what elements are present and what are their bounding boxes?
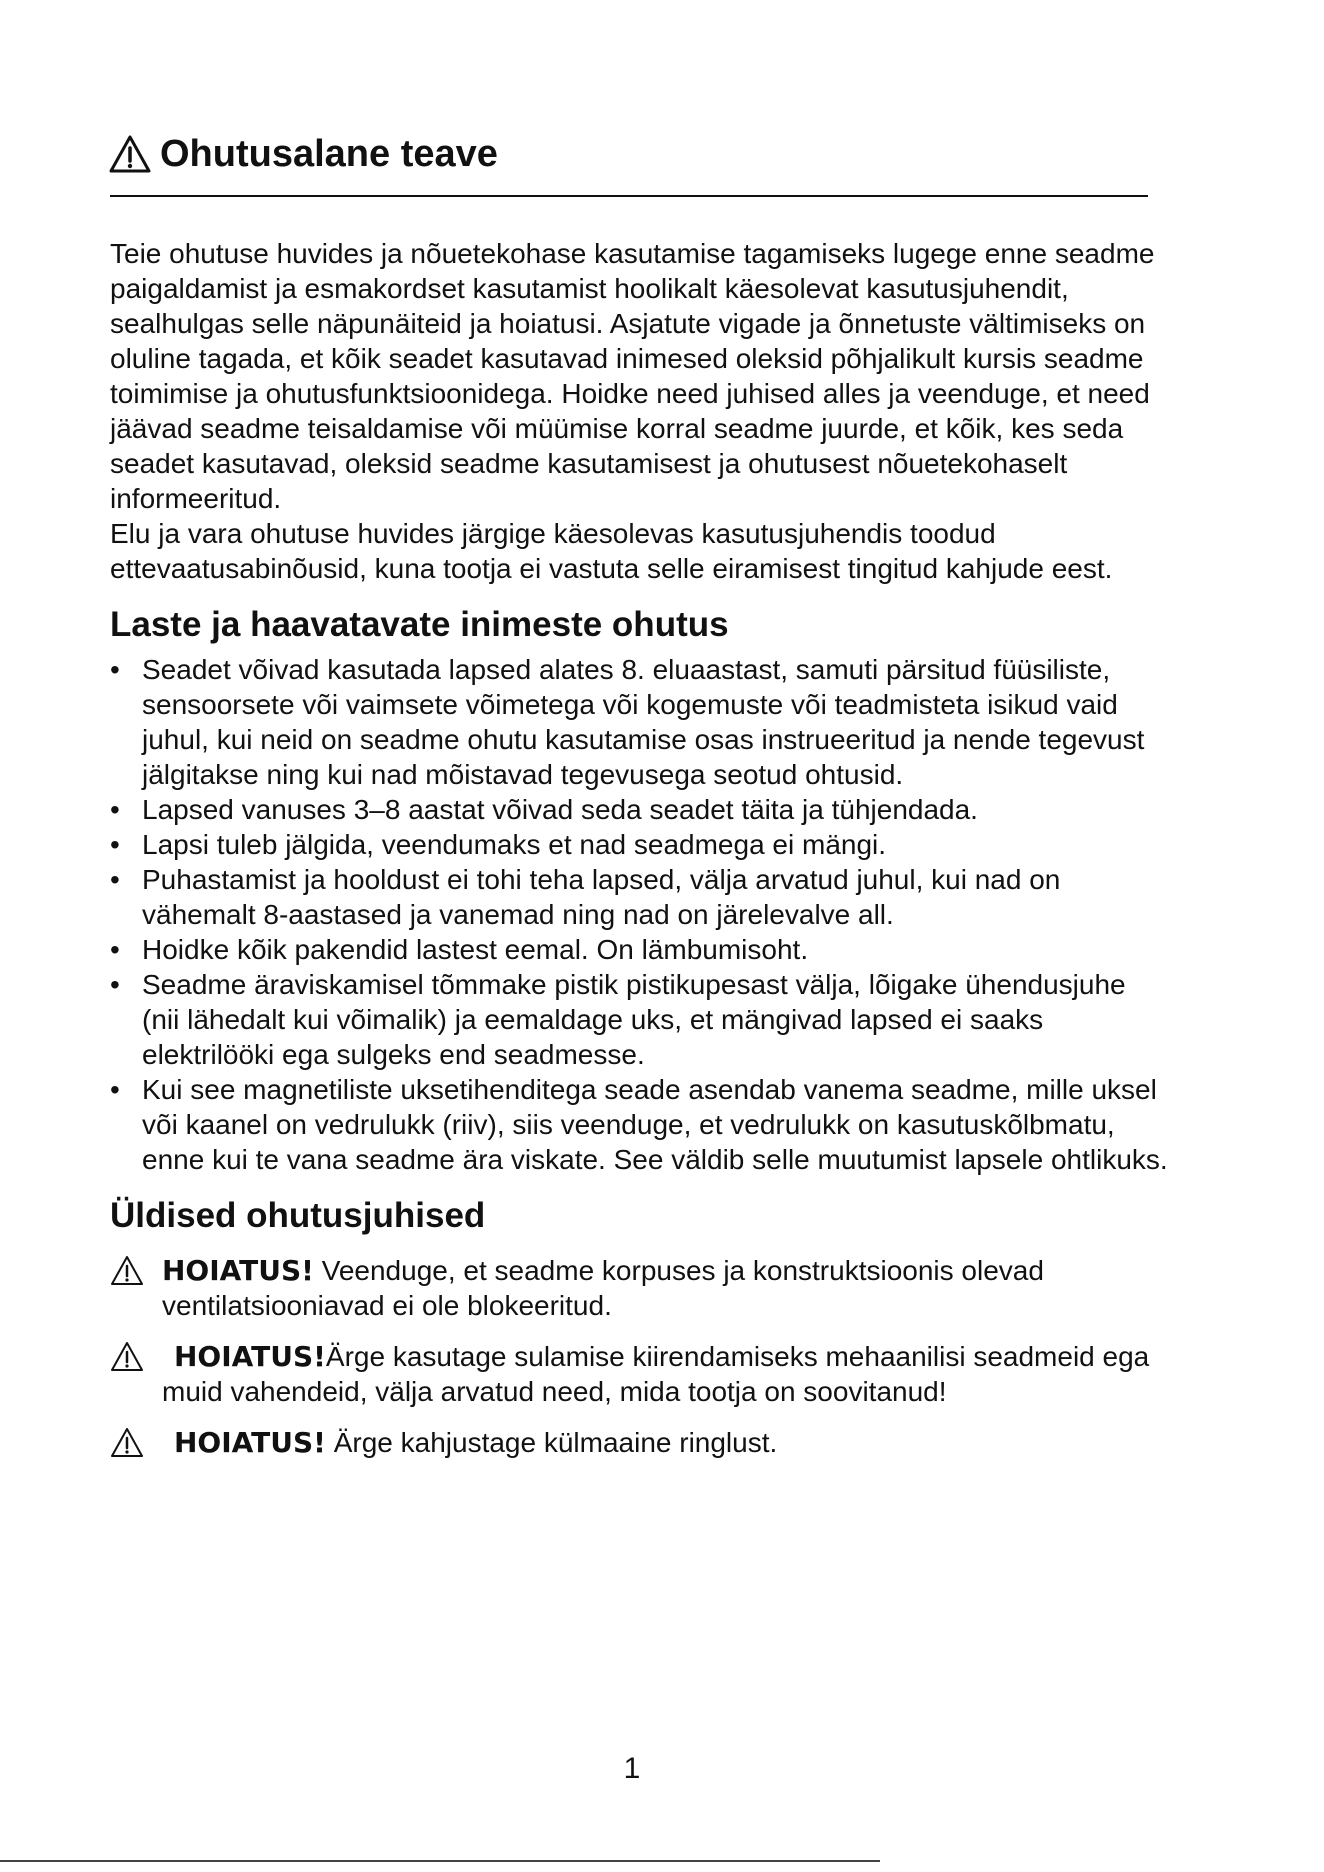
bullet: •	[110, 1074, 120, 1105]
list-item	[110, 652, 1170, 792]
intro-paragraph: Teie ohutuse huvides ja nõuetekohase kasutamise tagamiseks lugege enne seadme paigaldamist ja esmakordset kasutamist hoolikalt käesolevat kasutusjuhendit, sealhulgas selle näpunäiteid ja hoiatusi. Asjatute vigade ja õnnetuste vältimiseks on oluline tagada, et kõik seadet kasutavad inimesed oleksid põhjalikult kursis seadme toimimise ja ohutusfunktsioonidega. Hoidke need juhised alles ja veenduge, et need jäävad seadme teisaldamise või müümise korral seadme juurde, et kõik, kes seda seadet kasutavad, oleksid seadme kasutamisest ja ohutusest nõuetekohaselt informeeritud.	[110, 238, 1155, 514]
list-item-text: Hoidke kõik pakendid lastest eemal. On lämbumisoht.	[142, 934, 809, 965]
section-heading-children-safety: Laste ja haavatavate inimeste ohutus	[110, 605, 729, 644]
list-item	[110, 827, 1170, 862]
list-item	[110, 792, 1170, 827]
warning-block	[110, 1253, 1170, 1323]
warning-triangle-icon	[110, 1255, 144, 1286]
intro-paragraph: Elu ja vara ohutuse huvides järgige käesolevas kasutusjuhendis toodud ettevaatusabinõusid, kuna tootja ei vastuta selle eiramisest tingitud kahjude eest.	[110, 518, 1113, 584]
section-heading-general-safety: Üldised ohutusjuhised	[110, 1196, 486, 1235]
list-item	[110, 862, 1170, 932]
document-body	[110, 236, 1170, 1460]
warning-block	[110, 1425, 1170, 1460]
list-item	[110, 967, 1170, 1072]
bullet: •	[110, 654, 120, 685]
page-title	[108, 132, 498, 176]
warning-triangle-icon	[110, 1341, 144, 1372]
list-item-text: Seadme äraviskamisel tõmmake pistik pistikupesast välja, lõigake ühendusjuhe (nii lähedalt kui võimalik) ja eemaldage uks, et mängivad lapsed ei saaks elektrilööki ega sulgeks end seadmesse.	[142, 969, 1126, 1070]
bullet: •	[110, 864, 120, 895]
list-item	[110, 932, 1170, 967]
list-item	[110, 1072, 1170, 1177]
list-item-text: Kui see magnetiliste uksetihenditega seade asendab vanema seadme, mille uksel või kaanel on vedrulukk (riiv), siis veenduge, et vedrulukk on kasutuskõlbmatu, enne kui te vana seadme ära viskate. See väldib selle muutumist lapsele ohtlikuks.	[142, 1074, 1168, 1175]
warning-block	[110, 1339, 1170, 1409]
warning-text: Ärge kasutage sulamise kiirendamiseks mehaanilisi seadmeid ega muid vahendeid, välja arvatud need, mida tootja on soovitanud!	[162, 1341, 1150, 1407]
warning-label: HOIATUS!	[174, 1340, 326, 1373]
title-divider	[110, 195, 1148, 197]
page-number: 1	[623, 1752, 641, 1785]
footer-divider	[0, 1860, 880, 1862]
warning-text: Ärge kahjustage külmaaine ringlust.	[325, 1427, 778, 1458]
children-safety-list	[110, 652, 1170, 1177]
bullet: •	[110, 934, 120, 965]
bullet: •	[110, 969, 120, 1000]
warning-triangle-icon	[108, 134, 152, 174]
warning-triangle-icon	[110, 1427, 144, 1458]
warning-label: HOIATUS!	[174, 1426, 326, 1459]
list-item-text: Lapsed vanuses 3–8 aastat võivad seda seadet täita ja tühjendada.	[142, 794, 978, 825]
warning-label: HOIATUS!	[162, 1254, 314, 1287]
list-item-text: Lapsi tuleb jälgida, veendumaks et nad seadmega ei mängi.	[142, 829, 887, 860]
page-title-text: Ohutusalane teave	[160, 133, 498, 175]
bullet: •	[110, 829, 120, 860]
bullet: •	[110, 794, 120, 825]
warning-text: Veenduge, et seadme korpuses ja konstruktsioonis olevad ventilatsiooniavad ei ole blokeeritud.	[162, 1255, 1044, 1321]
list-item-text: Seadet võivad kasutada lapsed alates 8. eluaastast, samuti pärsitud füüsiliste, sensoorsete või vaimsete võimetega või kogemuste või teadmisteta isikud vaid juhul, kui neid on seadme ohutu kasutamise osas instrueeritud ja nende tegevust jälgitakse ning kui nad mõistavad tegevusega seotud ohtusid.	[142, 654, 1145, 790]
list-item-text: Puhastamist ja hooldust ei tohi teha lapsed, välja arvatud juhul, kui nad on vähemalt 8-aastased ja vanemad ning nad on järelevalve all.	[142, 864, 1061, 930]
